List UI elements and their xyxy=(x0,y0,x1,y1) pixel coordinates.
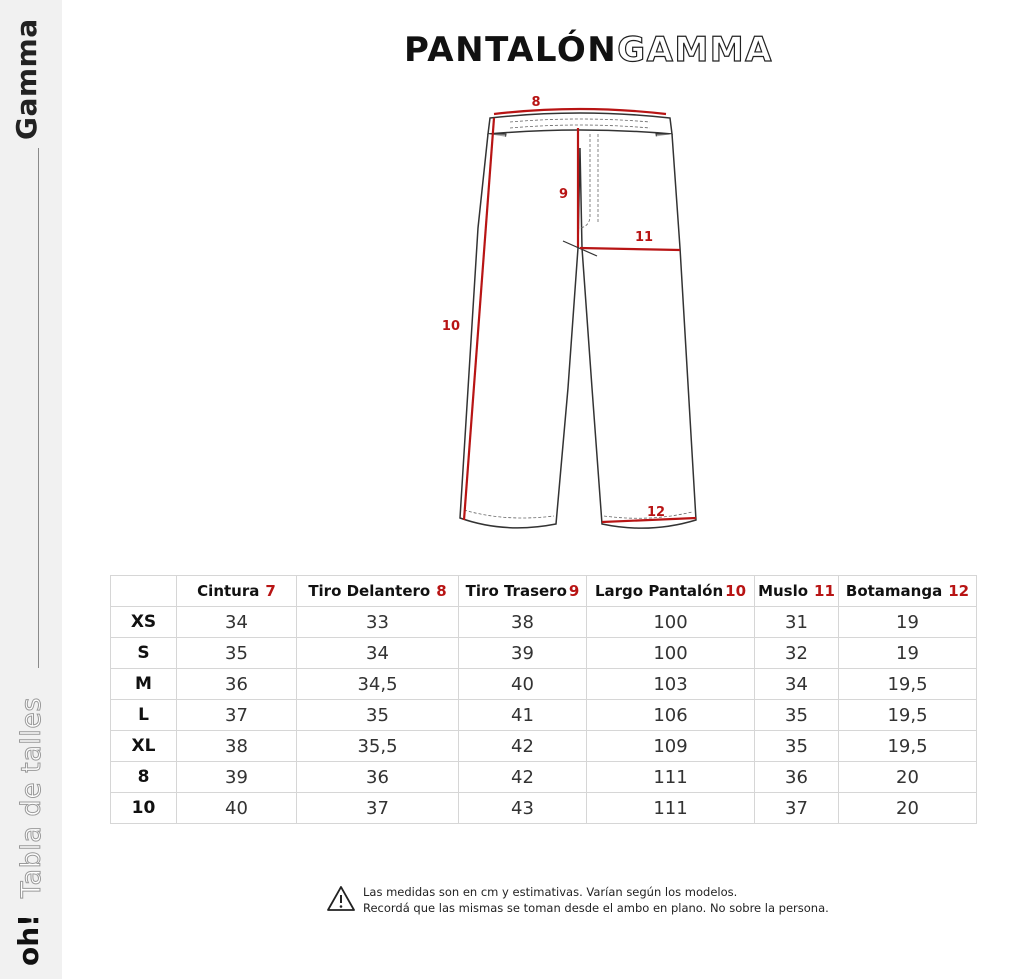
table-body xyxy=(111,607,977,824)
size-label: L xyxy=(111,700,177,731)
table-row xyxy=(111,607,977,638)
table-header-row xyxy=(111,576,977,607)
measure-11-label: 11 xyxy=(634,230,654,245)
table-cell: 39 xyxy=(177,762,297,793)
size-table xyxy=(110,575,977,824)
table-cell: 36 xyxy=(177,669,297,700)
table-cell: 42 xyxy=(459,731,587,762)
table-row xyxy=(111,638,977,669)
header-size-corner xyxy=(111,576,177,607)
table-cell: 35 xyxy=(177,638,297,669)
table-cell: 37 xyxy=(755,793,839,824)
table-cell: 37 xyxy=(177,700,297,731)
size-label: 8 xyxy=(111,762,177,793)
pants-waistband xyxy=(488,113,672,134)
table-cell: 19,5 xyxy=(839,669,977,700)
sidebar-product-name: Gamma xyxy=(10,18,43,140)
table-cell: 38 xyxy=(459,607,587,638)
table-row xyxy=(111,731,977,762)
header-cell: Largo Pantalón 10 xyxy=(587,576,755,607)
table-cell: 20 xyxy=(839,762,977,793)
table-cell: 39 xyxy=(459,638,587,669)
table-cell: 35 xyxy=(755,700,839,731)
table-row xyxy=(111,762,977,793)
table-cell: 35,5 xyxy=(297,731,459,762)
table-cell: 111 xyxy=(587,762,755,793)
table-cell: 34 xyxy=(755,669,839,700)
size-label: XL xyxy=(111,731,177,762)
table-cell: 100 xyxy=(587,607,755,638)
size-label: M xyxy=(111,669,177,700)
table-cell: 34,5 xyxy=(297,669,459,700)
sidebar-caption: Tabla de talles xyxy=(16,697,47,898)
table-cell: 31 xyxy=(755,607,839,638)
measure-12-label: 12 xyxy=(646,505,666,520)
note-line-2: Recordá que las mismas se toman desde el ambo en plano. No sobre la persona. xyxy=(363,901,829,915)
sidebar-strip xyxy=(0,0,62,979)
pants-diagram xyxy=(430,88,720,538)
table-cell: 100 xyxy=(587,638,755,669)
note-line-1: Las medidas son en cm y estimativas. Varían según los modelos. xyxy=(363,885,738,899)
table-cell: 41 xyxy=(459,700,587,731)
page-title xyxy=(404,30,773,70)
table-cell: 19 xyxy=(839,607,977,638)
table-cell: 36 xyxy=(755,762,839,793)
table-row xyxy=(111,793,977,824)
table-row xyxy=(111,700,977,731)
title-outline: GAMMA xyxy=(617,30,773,70)
table-cell: 43 xyxy=(459,793,587,824)
table-cell: 34 xyxy=(177,607,297,638)
table-cell: 33 xyxy=(297,607,459,638)
table-cell: 20 xyxy=(839,793,977,824)
header-cell: Tiro Delantero 8 xyxy=(297,576,459,607)
title-main: PANTALÓN xyxy=(404,30,618,70)
size-label: XS xyxy=(111,607,177,638)
size-label: 10 xyxy=(111,793,177,824)
table-cell: 19,5 xyxy=(839,700,977,731)
table-cell: 36 xyxy=(297,762,459,793)
table-cell: 35 xyxy=(297,700,459,731)
sidebar-divider xyxy=(38,148,39,668)
table-cell: 34 xyxy=(297,638,459,669)
table-cell: 35 xyxy=(755,731,839,762)
table-row xyxy=(111,669,977,700)
header-cell: Tiro Trasero 9 xyxy=(459,576,587,607)
warning-icon xyxy=(326,884,356,914)
measure-10-label: 10 xyxy=(441,319,460,334)
brand-logo: oh! xyxy=(12,914,45,966)
note-text xyxy=(363,884,829,916)
table-cell: 109 xyxy=(587,731,755,762)
table-cell: 42 xyxy=(459,762,587,793)
table-cell: 106 xyxy=(587,700,755,731)
table-cell: 19 xyxy=(839,638,977,669)
measurement-note xyxy=(326,884,829,916)
table-cell: 40 xyxy=(177,793,297,824)
table-cell: 19,5 xyxy=(839,731,977,762)
table-cell: 37 xyxy=(297,793,459,824)
measure-9-label: 9 xyxy=(558,187,568,202)
table-cell: 40 xyxy=(459,669,587,700)
table-cell: 103 xyxy=(587,669,755,700)
table-cell: 32 xyxy=(755,638,839,669)
size-label: S xyxy=(111,638,177,669)
right-leg xyxy=(580,134,696,528)
measure-8-label: 8 xyxy=(531,95,541,110)
table-cell: 111 xyxy=(587,793,755,824)
table-cell: 38 xyxy=(177,731,297,762)
header-cell: Muslo 11 xyxy=(755,576,839,607)
header-cell: Cintura 7 xyxy=(177,576,297,607)
header-cell: Botamanga 12 xyxy=(839,576,977,607)
